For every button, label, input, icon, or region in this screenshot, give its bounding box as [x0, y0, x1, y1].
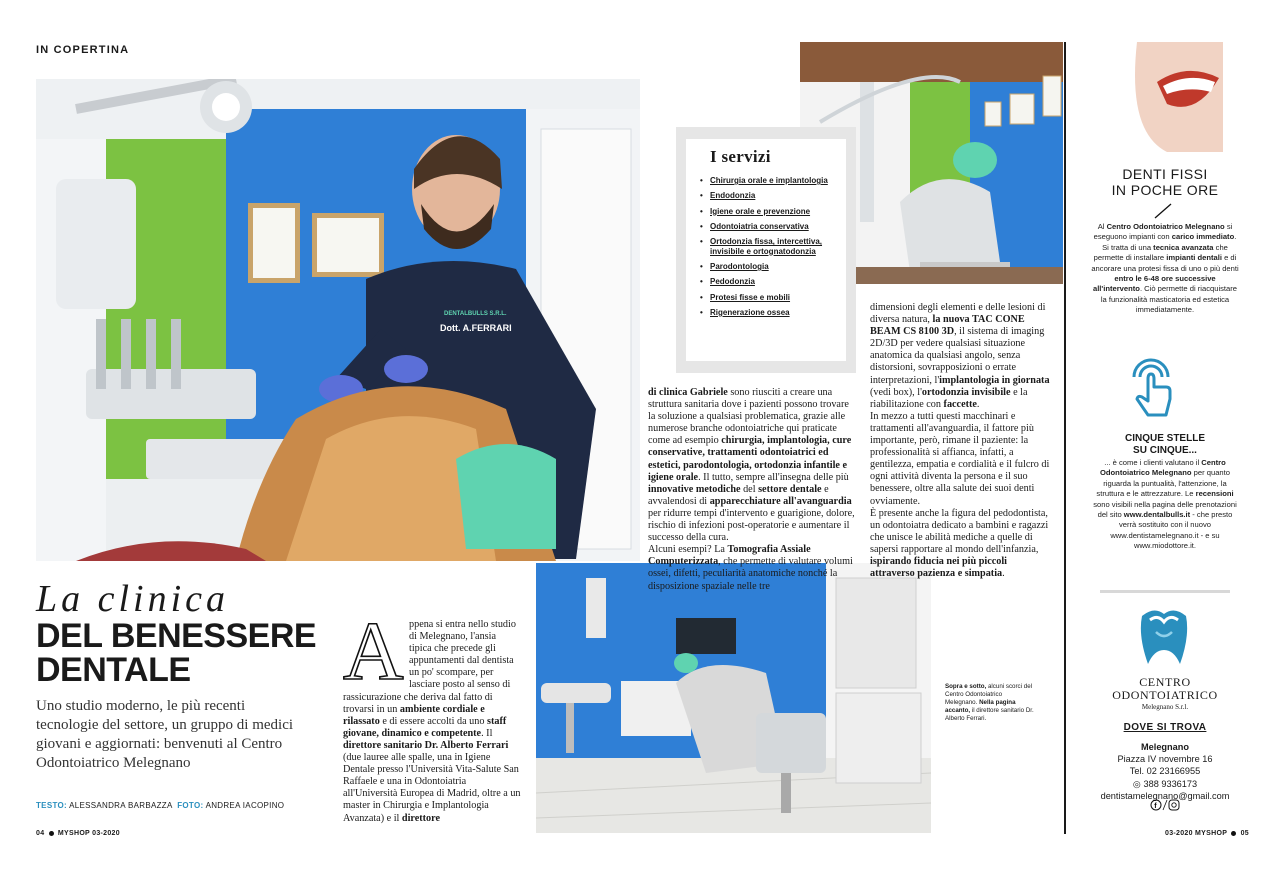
service-item[interactable]: • Endodonzia — [710, 191, 832, 201]
dentist-scene-illustration — [36, 79, 640, 561]
dental-room-wide-illustration — [536, 563, 931, 833]
article-column-1: A ppena si entra nello studio di Melegnano, l'ansia tipica che precede gli appuntamenti dal dentista un po' scompare, per lasciare posto al senso di rassicurazione che deriva dal fatto di trovarsi in un ambiente cordiale e rilassato e di essere accolti da uno staff giovane, dinamico e competente. Il direttore sanitario Dr. Alberto Ferrari (due lauree alle spalle, una in Igiene Dentale presso l'Università Vita-Salute San Raffaele e una in Odontoiatria all'Università Europea di Madrid, oltre a un master in Chirurgia e Implantologia Avanzata) e il direttore — [343, 619, 521, 825]
headline-bold — [36, 619, 316, 687]
folio-dot-icon — [1231, 831, 1236, 836]
folio-right-issue: 03-2020 — [1165, 830, 1193, 837]
service-item[interactable]: • Parodontologia — [710, 262, 832, 272]
sidebar-title-cinque-stelle: CINQUE STELLE SU CINQUE... — [1124, 433, 1205, 456]
credit-photo-author: ANDREA IACOPINO — [205, 801, 285, 810]
contact-address: Piazza IV novembre 16 — [1117, 754, 1213, 765]
clinic-name: CENTRO ODONTOIATRICO — [1112, 675, 1218, 702]
sidebar-text-impianti: Al Centro Odontoiatrico Melegnano si eseguono impianti con carico immediato. Si tratta di una tecnica avanzata che permette di installare impianti dentali e di ancorare una protesi fissa di uno o più denti entro le 6-48 ore successive all'intervento. Ciò permette di riacquistare la funzionalità masticatoria ed estetica immediatamente. — [1091, 222, 1239, 315]
instagram-icon — [1169, 800, 1179, 810]
credit-text-label: TESTO: — [36, 801, 67, 810]
tooth-logo-icon — [1136, 606, 1192, 668]
svg-text:f: f — [1154, 803, 1157, 810]
service-item[interactable]: • Odontoiatria conservativa — [710, 222, 832, 232]
where-title: DOVE SI TROVA — [1123, 722, 1207, 733]
photo-dental-room-bottom — [536, 563, 931, 833]
services-panel — [686, 139, 846, 361]
section-label: IN COPERTINA — [36, 44, 130, 56]
column-divider — [1064, 42, 1066, 834]
sidebar-title-denti-fissi: DENTI FISSI IN POCHE ORE — [1111, 166, 1219, 198]
service-item[interactable]: • Pedodonzia — [710, 277, 832, 287]
photo-caption: Sopra e sotto, alcuni scorci del Centro Odontoiatrico Melegnano. Nella pagina accanto, il direttore sanitario Dr. Alberto Ferrari. — [945, 683, 1034, 722]
main-photo-dentist — [36, 79, 640, 561]
folio-dot-icon — [49, 831, 54, 836]
folio-right — [1165, 830, 1249, 837]
clinic-legal-name: Melegnano S.r.l. — [1141, 703, 1189, 711]
headline-line-2: DENTALE — [36, 651, 191, 689]
smile-image — [1127, 42, 1223, 152]
social-icons — [1150, 799, 1180, 811]
dropcap-letter — [343, 617, 405, 683]
folio-left-mag: MYSHOP — [57, 830, 90, 837]
contact-phone: Tel. 02 23166955 — [1129, 766, 1201, 777]
slash-divider-icon — [1153, 203, 1173, 219]
services-list — [710, 176, 832, 317]
headline-script: La clinica — [36, 578, 230, 620]
subhead: Uno studio moderno, le più recenti tecnologie del settore, un gruppo di medici giovani e aggiornati: benvenuti al Centro Odontoiatrico Melegnano — [36, 698, 294, 771]
sidebar-separator — [1100, 590, 1230, 593]
sidebar-text-recensioni: ... è come i clienti valutano il Centro Odontoiatrico Melegnano per quanto riguarda la puntualità, l'attenzione, la struttura e le attrezzature. Le recensioni sono visibili nella pagina delle prenotazioni del sito www.dentalbulls.it - che presto verrà sostituito con il nuovo www.dentistamelegnano.it - e su www.miodottore.it. — [1093, 458, 1237, 551]
hand-tap-icon — [1128, 355, 1174, 423]
article-column-3: dimensioni degli elementi e delle lesioni di diversa natura, la nuova TAC CONE BEAM CS 8100 3D, il sistema di imaging 2D/3D per vedere qualsiasi situazione anatomica da qualsiasi angolo, senza distorsioni, sovrapposizioni o errate interpretazioni, l'implantologia in giornata (vedi box), l'ortodonzia invisibile e la riabilitazione con faccette. In mezzo a tutti questi macchinari e trattamenti all'avanguardia, il fattore più importante, però, rimane il paziente: la professionalità si affianca, infatti, a gentilezza, empatia e cordialità e il fulcro di ogni attività diventa la persona e il suo benessere, oltre alla salute dei suoi denti ovviamente. È presente anche la figura del pedodontista, un odontoiatra dedicato a bambini e ragazzi che unisce le abilità mediche a quelle di sapersi rapportare al mondo dell'infanzia, ispirando fiducia nei più piccoli attraverso pazienza e simpatia. — [870, 302, 1050, 580]
services-title: I servizi — [710, 147, 771, 166]
contact-email: dentistamelegnano@gmail.com — [1100, 790, 1230, 801]
article-column-2: di clinica Gabriele sono riusciti a creare una struttura sanitaria dove i pazienti possono trovare la soluzione a qualsiasi problematica, grazie alle numerose branche odontoiatriche qui praticate come ad esempio chirurgia, implantologia, cure conservative, trattamenti odontoiatrici ed estetici, parodontologia, ortodonzia infantile e igiene orale. Il tutto, sempre all'insegna delle più innovative metodiche del settore dentale e avvalendosi di apparecchiature all'avanguardia per ridurre tempi d'intervento e guarigione, dolore, rischio di infezioni post-operatorie e aumentare il successo della cura. Alcuni esempi? La Tomografia Assiale Computerizzata, che permette di valutare volumi ossei, difetti, peculiarità anatomiche nonché la disposizione spaziale nelle tre — [648, 387, 855, 592]
svg-text:A: A — [343, 617, 404, 683]
credit-photo-label: FOTO: — [177, 801, 204, 810]
credit-text-author: ALESSANDRA BARBAZZA — [69, 801, 173, 810]
folio-right-page: 05 — [1240, 830, 1249, 837]
whatsapp-icon: ◎ — [1132, 778, 1141, 789]
service-item[interactable]: • Ortodonzia fissa, intercettiva, invisibile e ortognatodonzia — [710, 237, 832, 256]
credits — [36, 801, 284, 810]
contact-block — [1090, 741, 1240, 802]
service-item[interactable]: • Rigenerazione ossea — [710, 308, 832, 318]
service-item[interactable]: • Chirurgia orale e implantologia — [710, 176, 832, 186]
service-item[interactable]: • Protesi fisse e mobili — [710, 293, 832, 303]
service-item[interactable]: • Igiene orale e prevenzione — [710, 207, 832, 217]
folio-right-mag: MYSHOP — [1195, 830, 1228, 837]
contact-city: Melegnano — [1141, 742, 1189, 752]
services-box — [676, 127, 856, 373]
folio-left-page: 04 — [36, 830, 45, 837]
folio-left — [36, 830, 120, 837]
folio-left-issue: 03-2020 — [92, 830, 120, 837]
smile-illustration — [1127, 42, 1223, 152]
clinic-badge-text: DENTALBULLS S.R.L. — [444, 311, 507, 317]
headline-line-1: DEL BENESSERE — [36, 617, 317, 655]
contact-whatsapp: ◎ 388 9336173 — [1132, 778, 1198, 789]
doctor-badge-text: Dott. A.FERRARI — [440, 323, 512, 333]
